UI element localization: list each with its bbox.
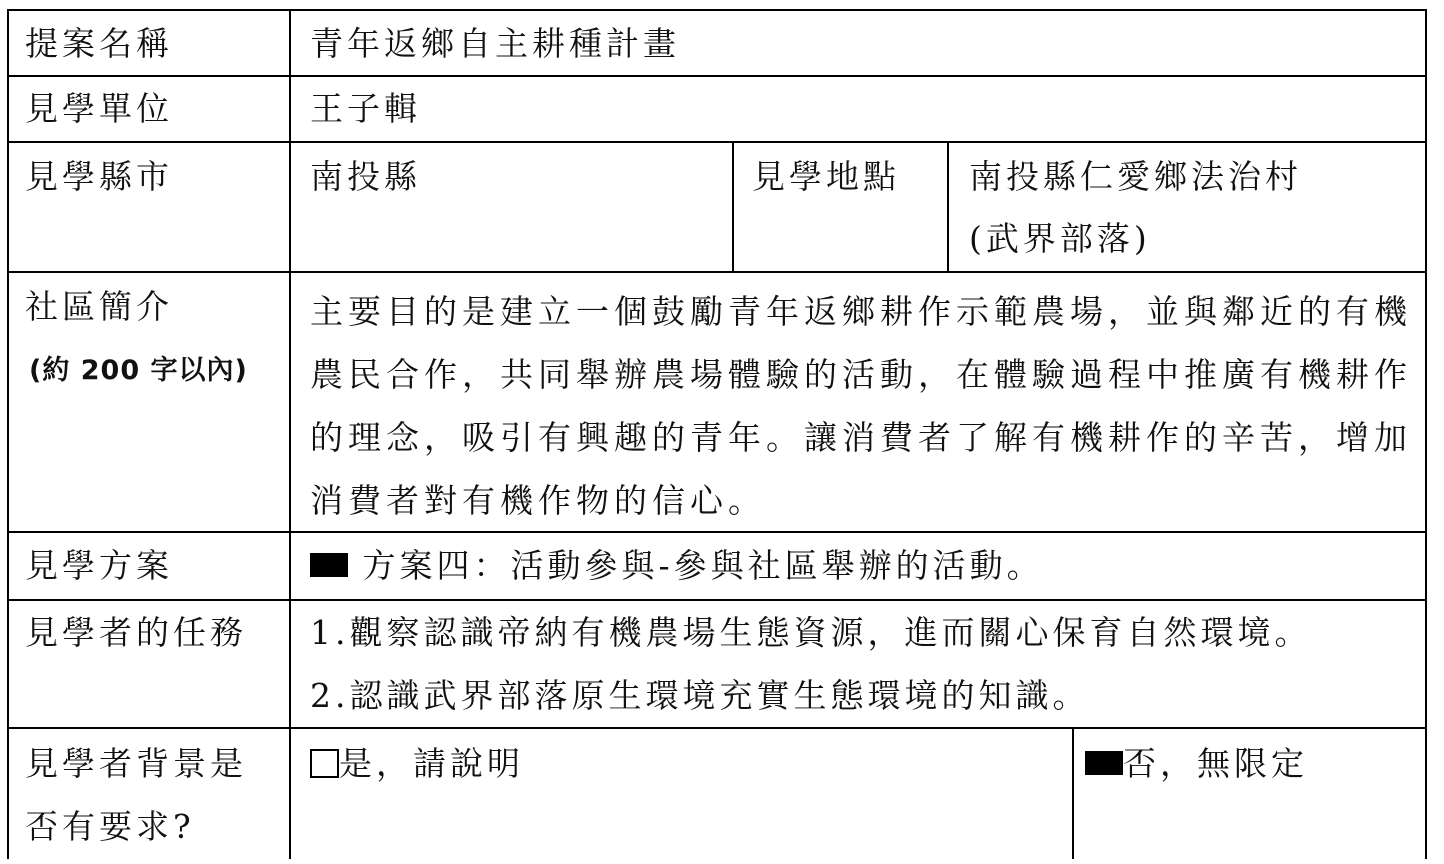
yes-checkbox[interactable]	[310, 749, 339, 778]
no-checkbox[interactable]	[1085, 751, 1123, 775]
community-intro-sublabel: (約 200 字以內)	[29, 355, 248, 386]
background-no-option	[1085, 744, 1308, 784]
row-divider	[7, 599, 1427, 601]
plan-checkbox[interactable]	[310, 553, 348, 577]
background-yes-option	[310, 744, 524, 784]
visit-location-label: 見學地點	[752, 157, 900, 196]
visitor-tasks-label: 見學者的任務	[25, 613, 247, 652]
background-no-text: 否，無限定	[1123, 744, 1308, 783]
table-border-top	[7, 9, 1427, 11]
visit-city-label: 見學縣市	[25, 157, 173, 196]
visit-unit-value: 王子輯	[310, 89, 421, 128]
row-divider	[7, 141, 1427, 143]
table-border-right	[1425, 9, 1427, 859]
proposal-name-label: 提案名稱	[25, 24, 173, 63]
community-intro-text: 主要目的是建立一個鼓勵青年返鄉耕作示範農場，並與鄰近的有機農民合作，共同舉辦農場體驗的活動，在體驗過程中推廣有機耕作的理念，吸引有興趣的青年。讓消費者了解有機耕作的辛苦，增加消費者對有機作物的信心。	[310, 292, 1412, 520]
row-divider	[7, 727, 1427, 729]
column-divider	[289, 9, 291, 859]
proposal-name-value: 青年返鄉自主耕種計畫	[310, 24, 680, 63]
task-item: 1.觀察認識帝納有機農場生態資源，進而關心保育自然環境。	[310, 613, 1312, 652]
visit-unit-label: 見學單位	[25, 89, 173, 128]
row-divider	[7, 75, 1427, 77]
column-divider	[947, 141, 949, 271]
background-requirement-label-line2: 否有要求?	[25, 807, 195, 846]
visit-plan-option	[310, 546, 1044, 586]
visit-location-line2: (武界部落)	[969, 219, 1151, 258]
table-border-left	[7, 9, 9, 859]
row-divider	[7, 271, 1427, 273]
visit-city-value: 南投縣	[310, 157, 421, 196]
visit-form-table	[7, 9, 1427, 859]
column-divider	[732, 141, 734, 271]
background-yes-text: 是，請說明	[339, 744, 524, 783]
visit-plan-text: 方案四：活動參與-參與社區舉辦的活動。	[362, 546, 1044, 585]
column-divider	[1072, 727, 1074, 859]
task-item: 2.認識武界部落原生環境充實生態環境的知識。	[310, 676, 1090, 715]
community-intro-label: 社區簡介	[25, 287, 173, 326]
background-requirement-label-line1: 見學者背景是	[25, 744, 247, 783]
visit-location-line1: 南投縣仁愛鄉法治村	[969, 157, 1302, 196]
visit-plan-label: 見學方案	[25, 546, 173, 585]
